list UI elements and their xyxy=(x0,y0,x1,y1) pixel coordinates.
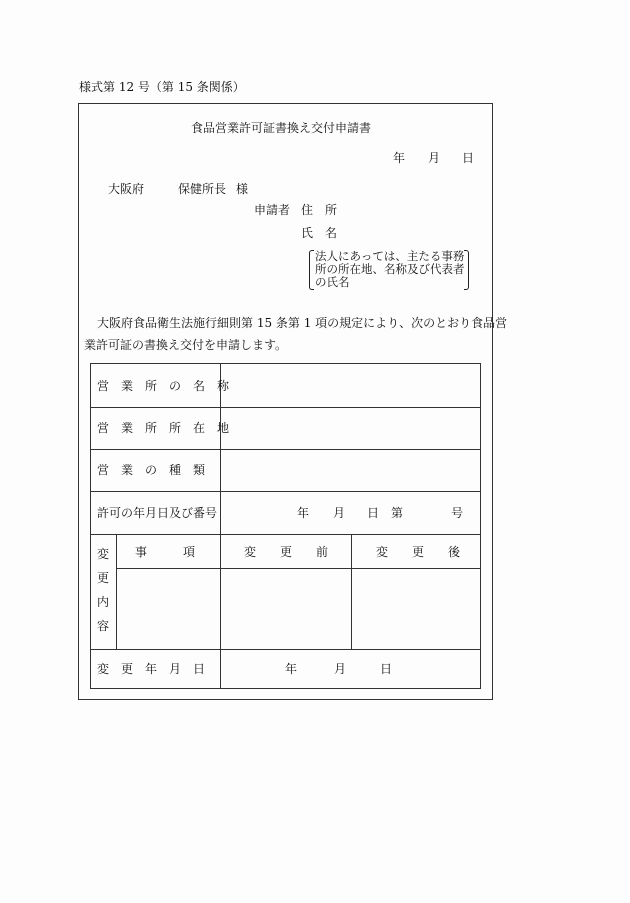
permit-day: 日 xyxy=(367,506,380,520)
change-date-day: 日 xyxy=(380,662,393,676)
permit-month: 月 xyxy=(333,506,346,520)
application-table xyxy=(90,363,481,689)
address-label: 住 所 xyxy=(301,203,338,217)
applicant-label: 申請者 xyxy=(254,203,291,217)
addressee-office: 保健所長 xyxy=(178,182,227,196)
note-line: 法人にあっては、主たる事務 xyxy=(315,249,465,263)
permit-year: 年 xyxy=(297,506,310,520)
header-item: 事 項 xyxy=(135,545,196,559)
row-label-business-address: 営 業 所 所 在 地 xyxy=(97,421,230,435)
date-year-label: 年 xyxy=(393,151,406,165)
addressee-prefecture: 大阪府 xyxy=(108,182,145,196)
date-month-label: 月 xyxy=(428,151,441,165)
row-label-business-name: 営 業 所 の 名 称 xyxy=(97,379,230,393)
body-text-line-1: 大阪府食品衛生法施行細則第 15 条第 1 項の規定により、次のとおり食品営 xyxy=(97,316,508,330)
form-title: 食品営業許可証書換え交付申請書 xyxy=(191,121,372,135)
name-label: 氏 名 xyxy=(301,226,338,240)
header-before-change: 変 更 前 xyxy=(244,545,329,559)
permit-no-prefix: 第 xyxy=(391,506,404,520)
permit-no-suffix: 号 xyxy=(451,506,464,520)
corporate-note xyxy=(309,250,469,288)
date-day-label: 日 xyxy=(462,151,475,165)
change-details-side-label: 変 更 内 容 xyxy=(96,547,109,633)
note-line: 所の所在地、名称及び代表者 xyxy=(315,262,465,276)
header-after-change: 変 更 後 xyxy=(376,545,461,559)
note-line: の氏名 xyxy=(315,275,350,289)
change-date-month: 月 xyxy=(334,662,347,676)
row-label-business-type: 営 業 の 種 類 xyxy=(97,463,206,477)
body-text-line-2: 業許可証の書換え交付を申請します。 xyxy=(84,338,288,352)
change-date-year: 年 xyxy=(285,662,298,676)
addressee-honorific: 様 xyxy=(236,182,249,196)
form-reference: 様式第 12 号（第 15 条関係） xyxy=(79,80,245,94)
row-label-change-date: 変 更 年 月 日 xyxy=(97,662,206,676)
row-label-permit-date-number: 許可の年月日及び番号 xyxy=(97,506,218,520)
